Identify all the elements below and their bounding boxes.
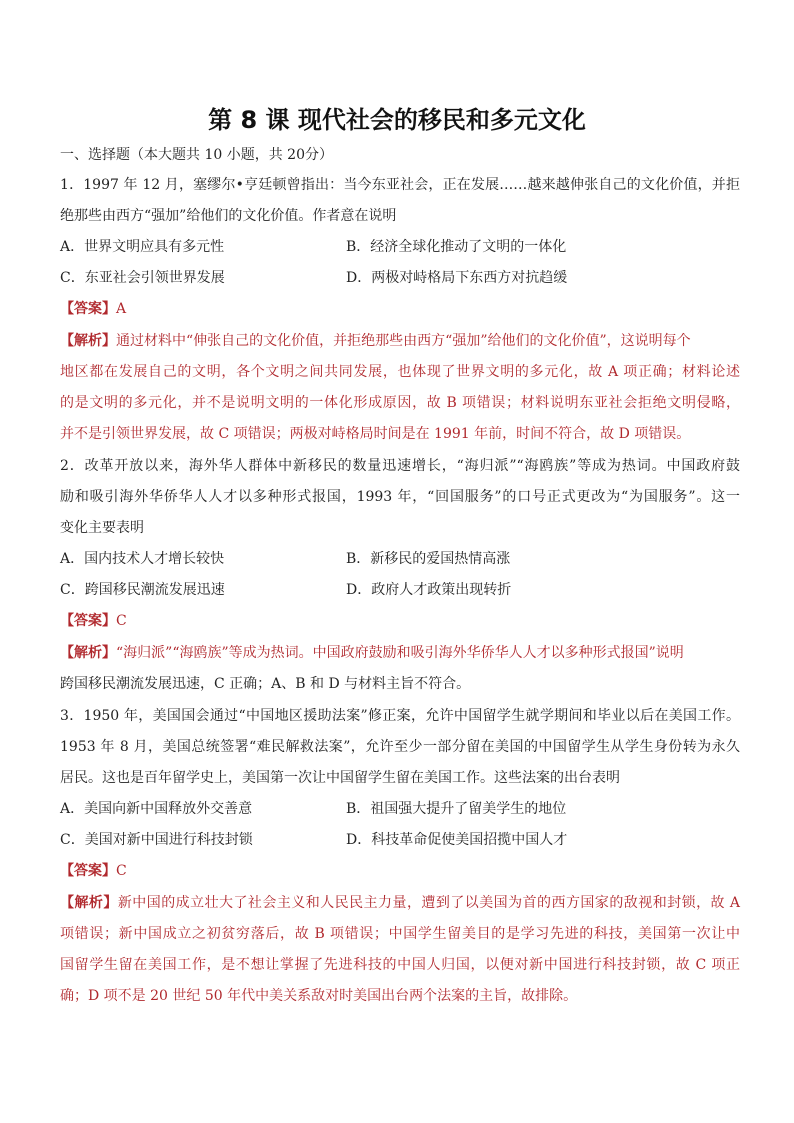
question-2-option-d: D．政府人才政策出现转折 [346,582,512,598]
question-3-option-c: C．美国对新中国进行科技封锁 [60,832,253,848]
answer-tag: 【答案】 [60,613,116,629]
question-3-stem-line-3: 居民。这也是百年留学史上，美国第一次让中国留学生留在美国工作。这些法案的出台表明 [60,770,620,786]
question-1-option-a: A．世界文明应具有多元性 [60,239,225,255]
analysis-quote: “海归派”“海鸥族”等成为热词。中国政府鼓励和吸引海外华侨华人人才以多种形式报国”说明 [116,645,684,661]
page-title: 第 8 课 现代社会的移民和多元文化 [208,106,586,134]
question-3-analysis-line-4: 确；D 项不是 20 世纪 50 年代中美关系敌对时美国出台两个法案的主旨，故排除。 [60,988,578,1004]
section-heading: 一、选择题（本大题共 10 小题，共 20分） [60,147,333,163]
question-3-analysis-line-1 [60,893,740,913]
question-3-option-b: B．祖国强大提升了留美学生的地位 [346,801,567,817]
question-3-stem-line-1: 3．1950 年，美国国会通过“中国地区援助法案”修正案，允许中国留学生就学期间和毕业以后在美国工作。 [60,708,740,724]
answer-value: C [116,613,127,629]
question-3-answer [60,861,740,881]
answer-value: A [116,301,127,317]
question-2-stem-line-2: 励和吸引海外华侨华人人才以多种形式报国，1993 年，“回国服务”的口号正式更改为“为国服务”。这一 [60,489,740,505]
answer-tag: 【答案】 [60,863,116,879]
question-2-option-a: A．国内技术人才增长较快 [60,551,225,567]
question-2-analysis-line-2: 跨国移民潮流发展迅速，C 正确；A、B 和 D 与材料主旨不符合。 [60,676,471,692]
question-1-option-c: C．东亚社会引领世界发展 [60,270,225,286]
question-2-stem-line-3: 变化主要表明 [60,520,144,536]
question-1-stem-line-1: 1．1997 年 12 月，塞缪尔•亨廷顿曾指出：当今东亚社会，正在发展……越来越伸张自己的文化价值，并拒 [60,177,740,193]
answer-value: C [116,863,127,879]
question-2-stem-line-1: 2．改革开放以来，海外华人群体中新移民的数量迅速增长，“海归派”“海鸥族”等成为热词。中国政府鼓 [60,458,740,474]
question-3-analysis-line-2: 项错误；新中国成立之初贫穷落后，故 B 项错误；中国学生留美目的是学习先进的科技，美国第一次让中 [60,926,740,942]
question-1-option-d: D．两极对峙格局下东西方对抗趋缓 [346,270,568,286]
analysis-text: 新中国的成立壮大了社会主义和人民民主力量，遭到了以美国为首的西方国家的敌视和封锁，故 A [117,895,740,911]
question-3-option-a: A．美国向新中国释放外交善意 [60,801,253,817]
question-2-option-b: B．新移民的爱国热情高涨 [346,551,511,567]
analysis-tag: 【解析】 [60,333,116,349]
analysis-tag: 【解析】 [60,645,116,661]
answer-tag: 【答案】 [60,301,116,317]
analysis-text: ，这说明每个 [606,333,691,349]
question-3-analysis-line-3: 国留学生留在美国工作，是不想让掌握了先进科技的中国人归国，以便对新中国进行科技封锁，故 C 项正 [60,957,740,973]
question-1-option-b: B．经济全球化推动了文明的一体化 [346,239,567,255]
question-3-stem-line-2: 1953 年 8 月，美国总统签署“难民解救法案”，允许至少一部分留在美国的中国留学生从学生身份转为永久 [60,739,740,755]
question-1-analysis-line-2: 地区都在发展自己的文明，各个文明之间共同发展，也体现了世界文明的多元化，故 A 项正确；材料论述 [60,364,740,380]
question-1-analysis-line-4: 并不是引领世界发展，故 C 项错误；两极对峙格局时间是在 1991 年前，时间不符合，故 D 项错误。 [60,426,691,442]
question-1-analysis-line-3: 的是文明的多元化，并不是说明文明的一体化形成原因，故 B 项错误；材料说明东亚社会拒绝文明侵略， [60,395,740,411]
question-1-analysis-line-1 [60,331,740,351]
question-1-answer [60,299,740,319]
question-1-stem-line-2: 绝那些由西方“强加”给他们的文化价值。作者意在说明 [60,208,397,224]
analysis-text: 通过材料中“伸张自己的文化价值，并拒绝那些由西方“强加”给他们的文化价值” [116,333,607,349]
question-2-answer [60,611,740,631]
question-2-analysis-line-1 [60,643,740,663]
analysis-tag: 【解析】 [60,895,118,911]
question-3-option-d: D．科技革命促使美国招揽中国人才 [346,832,568,848]
question-2-option-c: C．跨国移民潮流发展迅速 [60,582,225,598]
